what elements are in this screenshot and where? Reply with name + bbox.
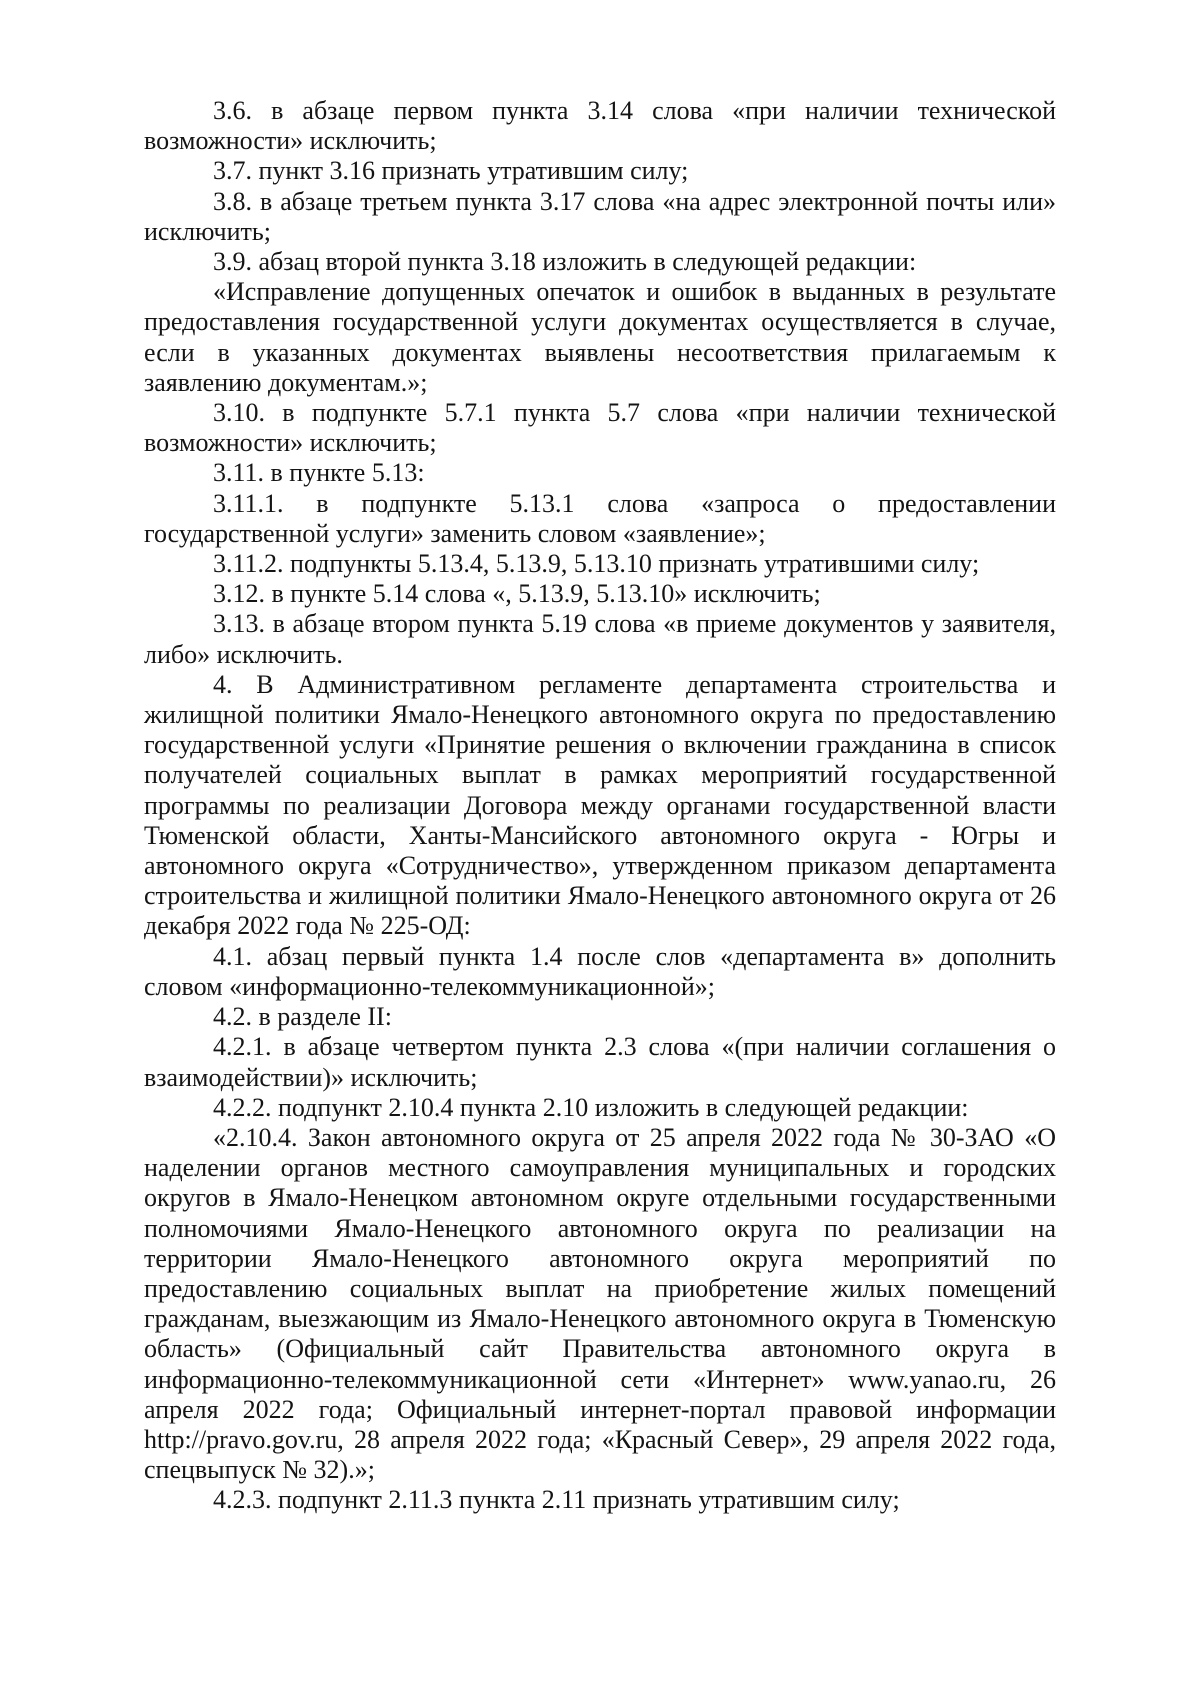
paragraph-3-11-1: 3.11.1. в подпункте 5.13.1 слова «запроса о предоставлении государственной услуги» заменить словом «заявление»; [144,488,1056,548]
paragraph-3-6: 3.6. в абзаце первом пункта 3.14 слова «при наличии технической возможности» исключить; [144,96,1056,156]
paragraph-3-9: 3.9. абзац второй пункта 3.18 изложить в следующей редакции: [213,247,917,277]
paragraph-3-11-2: 3.11.2. подпункты 5.13.4, 5.13.9, 5.13.10 признать утратившими силу; [213,549,980,579]
document-body [144,96,1056,1516]
paragraph-4-2-2-quote: «2.10.4. Закон автономного округа от 25 апреля 2022 года № 30-ЗАО «О наделении органов местного самоуправления муниципальных и городских округов в Ямало-Ненецком автономном округе отдельными государственными полномочиями Ямало-Ненецкого автономного округа по реализации на территории Ямало-Ненецкого автономного округа мероприятий по предоставлению социальных выплат на приобретение жилых помещений гражданам, выезжающим из Ямало-Ненецкого автономного округа в Тюменскую область» (Официальный сайт Правительства автономного округа в информационно-телекоммуникационной сети «Интернет» www.yanao.ru, 26 апреля 2022 года; Официальный интернет-портал правовой информации http://pravo.gov.ru, 28 апреля 2022 года; «Красный Север», 29 апреля 2022 года, спецвыпуск № 32).»; [144,1122,1056,1485]
paragraph-3-12: 3.12. в пункте 5.14 слова «, 5.13.9, 5.13.10» исключить; [213,579,821,609]
paragraph-4-2-3: 4.2.3. подпункт 2.11.3 пункта 2.11 признать утратившим силу; [213,1485,900,1515]
paragraph-3-9-quote: «Исправление допущенных опечаток и ошибок в выданных в результате предоставления государственной услуги документах осуществляется в случае, если в указанных документах выявлены несоответствия прилагаемым к заявлению документам.»; [144,277,1056,397]
paragraph-4-1: 4.1. абзац первый пункта 1.4 после слов «департамента в» дополнить словом «информационно-телекоммуникационной»; [144,941,1056,1001]
paragraph-4-2-1: 4.2.1. в абзаце четвертом пункта 2.3 слова «(при наличии соглашения о взаимодействии)» исключить; [144,1032,1056,1092]
paragraph-3-11: 3.11. в пункте 5.13: [213,458,425,488]
paragraph-3-13: 3.13. в абзаце втором пункта 5.19 слова «в приеме документов у заявителя, либо» исключить. [144,609,1056,669]
paragraph-4: 4. В Административном регламенте департамента строительства и жилищной политики Ямало-Ненецкого автономного округа по предоставлению государственной услуги «Принятие решения о включении гражданина в список получателей социальных выплат в рамках мероприятий государственной программы по реализации Договора между органами государственной власти Тюменской области, Ханты-Мансийского автономного округа - Югры и автономного округа «Сотрудничество», утвержденном приказом департамента строительства и жилищной политики Ямало-Ненецкого автономного округа от 26 декабря 2022 года № 225-ОД: [144,669,1056,941]
paragraph-3-7: 3.7. пункт 3.16 признать утратившим силу; [213,156,689,186]
paragraph-3-10: 3.10. в подпункте 5.7.1 пункта 5.7 слова «при наличии технической возможности» исключить; [144,398,1056,458]
paragraph-3-8: 3.8. в абзаце третьем пункта 3.17 слова «на адрес электронной почты или» исключить; [144,186,1056,246]
paragraph-4-2-2: 4.2.2. подпункт 2.10.4 пункта 2.10 изложить в следующей редакции: [213,1092,969,1122]
paragraph-4-2: 4.2. в разделе II: [213,1002,392,1032]
